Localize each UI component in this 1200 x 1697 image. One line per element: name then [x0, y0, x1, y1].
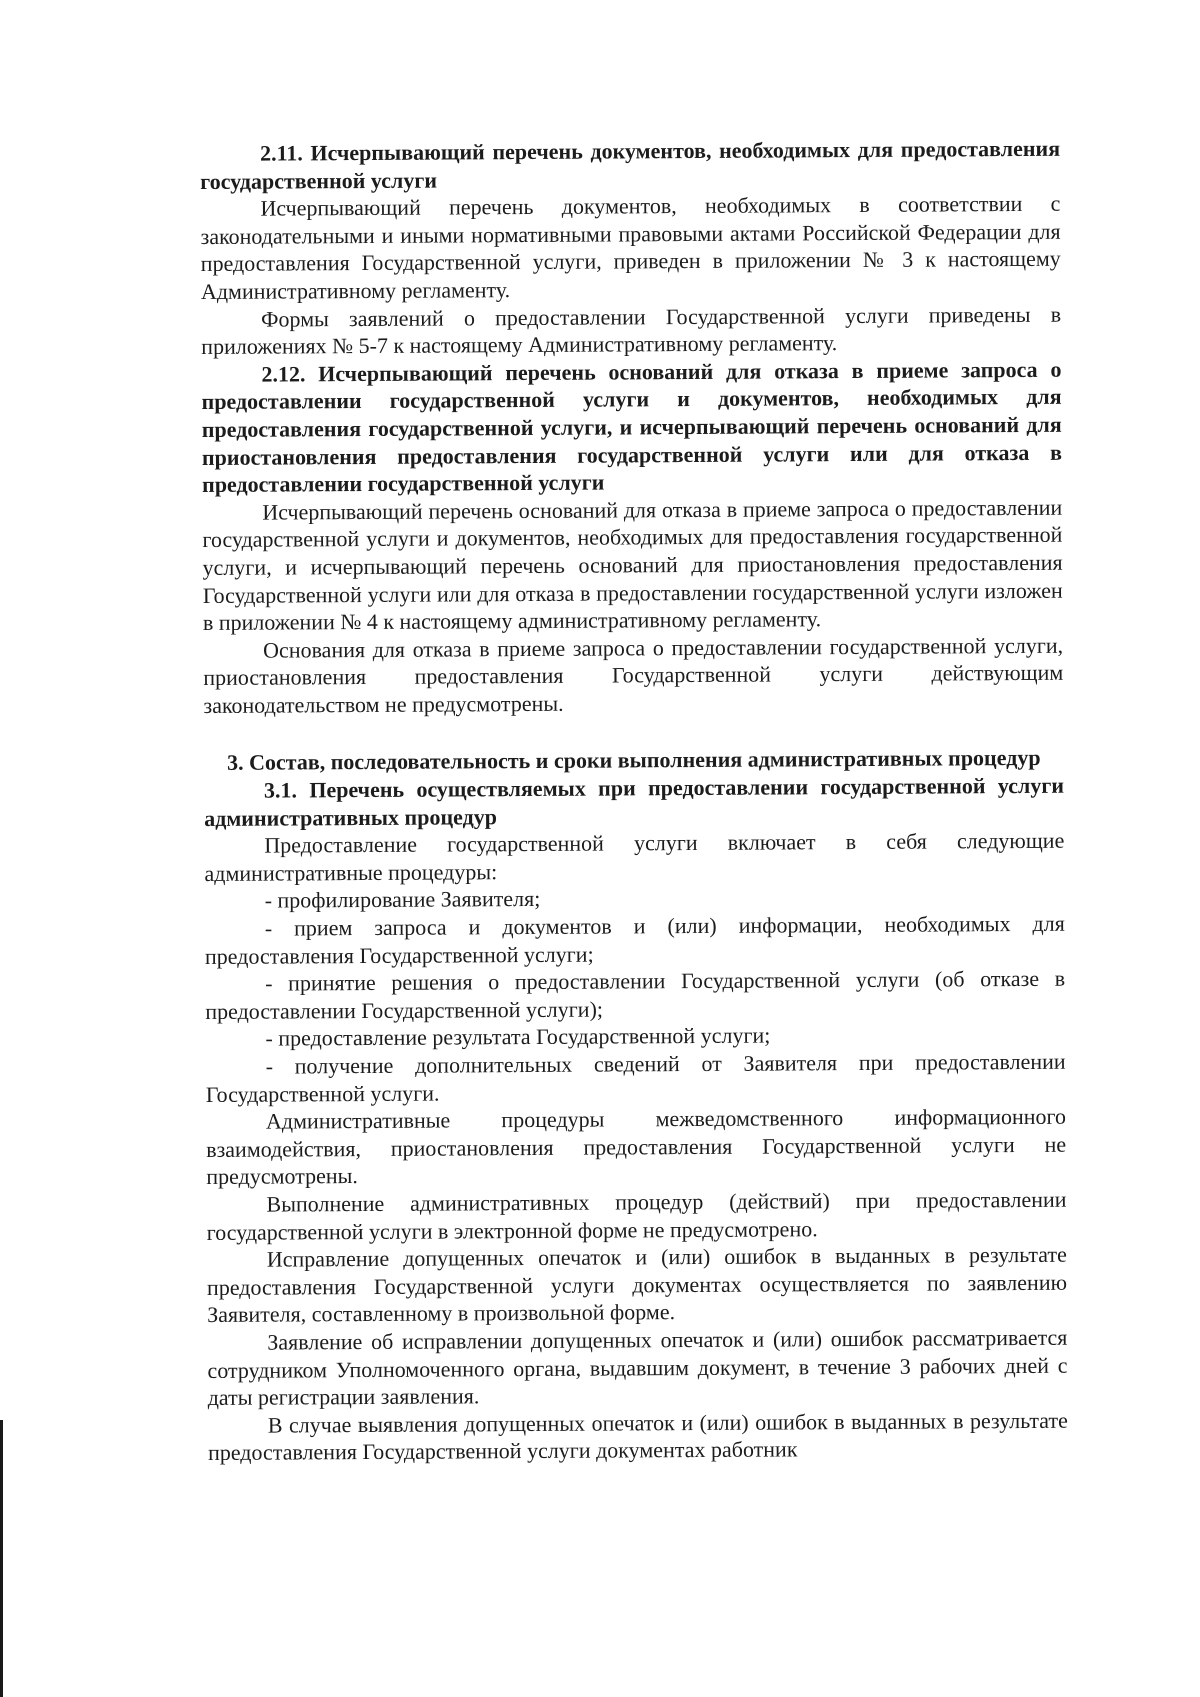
- procedure-list-item: - профилирование Заявителя;: [264, 886, 541, 914]
- procedure-list-item: - предоставление результата Государственной услуги;: [265, 1022, 771, 1052]
- document-page: [200, 135, 1068, 1467]
- procedure-list-item: - получение дополнительных сведений от Заявителя при предоставлении Государственной услуги.: [205, 1048, 1066, 1107]
- section-3-paragraph-2: Выполнение административных процедур (действий) при предоставлении государственной услуги в электронной форме не предусмотрено.: [206, 1186, 1067, 1245]
- section-2-12-heading: 2.12. Исчерпывающий перечень оснований для отказа в приеме запроса о предоставлении государственной услуги и документов, необходимых для предоставления государственной услуги, и исчерпывающий перечень оснований для приостановления предоставления государственной услуги или для отказа в предоставлении государственной услуги: [201, 356, 1062, 498]
- section-3-intro: Предоставление государственной услуги включает в себя следующие административные процедуры:: [204, 827, 1065, 886]
- section-3-paragraph-5: В случае выявления допущенных опечаток и (или) ошибок в выданных в результате предоставления Государственной услуги документах работник: [207, 1407, 1068, 1466]
- section-3-paragraph-3: Исправление допущенных опечаток и (или) ошибок в выданных в результате предоставления Государственной услуги документах осуществляется по заявлению Заявителя, составленному в произвольной форме.: [206, 1241, 1068, 1328]
- section-3-1-heading: 3.1. Перечень осуществляемых при предоставлении государственной услуги административных процедур: [204, 772, 1065, 831]
- section-2-12-paragraph-2: Основания для отказа в приеме запроса о предоставлении государственной услуги, приостановления предоставления Государственной услуги действующим законодательством не предусмотрены.: [203, 632, 1064, 718]
- section-2-12-paragraph-1: Исчерпывающий перечень оснований для отказа в приеме запроса о предоставлении государственной услуги и документов, необходимых для предоставления государственной услуги, и исчерпывающий перечень оснований для приостановления предоставления Государственной услуги или для отказа в предоставлении государственной услуги изложен в приложении № 4 к настоящему административному регламенту.: [202, 494, 1063, 636]
- section-3-paragraph-1: Административные процедуры межведомственного информационного взаимодействия, приостановления предоставления Государственной услуги не предусмотрены.: [206, 1103, 1067, 1190]
- procedure-list-item: - прием запроса и документов и (или) информации, необходимых для предоставления Государственной услуги;: [204, 910, 1065, 969]
- section-3-title: 3. Состав, последовательность и сроки выполнения административных процедур: [226, 745, 1041, 776]
- section-2-11-paragraph-1: Исчерпывающий перечень документов, необходимых в соответствии с законодательными и иными нормативными правовыми актами Российской Федерации для предоставления Государственной услуги, приведен в приложении № 3 к настоящему Административному регламенту.: [200, 190, 1061, 304]
- section-2-11-paragraph-2: Формы заявлений о предоставлении Государственной услуги приведены в приложениях № 5-7 к настоящему Административному регламенту.: [201, 301, 1062, 360]
- procedure-list-item: - принятие решения о предоставлении Государственной услуги (об отказе в предоставлении Государственной услуги);: [205, 965, 1066, 1024]
- scan-edge-shadow: [0, 1420, 3, 1697]
- section-2-11-heading: 2.11. Исчерпывающий перечень документов, необходимых для предоставления государственной услуги: [200, 135, 1061, 194]
- section-3-paragraph-4: Заявление об исправлении допущенных опечаток и (или) ошибок рассматривается сотрудником Уполномоченного органа, выдавшим документ, в течение 3 рабочих дней с даты регистрации заявления.: [207, 1324, 1068, 1411]
